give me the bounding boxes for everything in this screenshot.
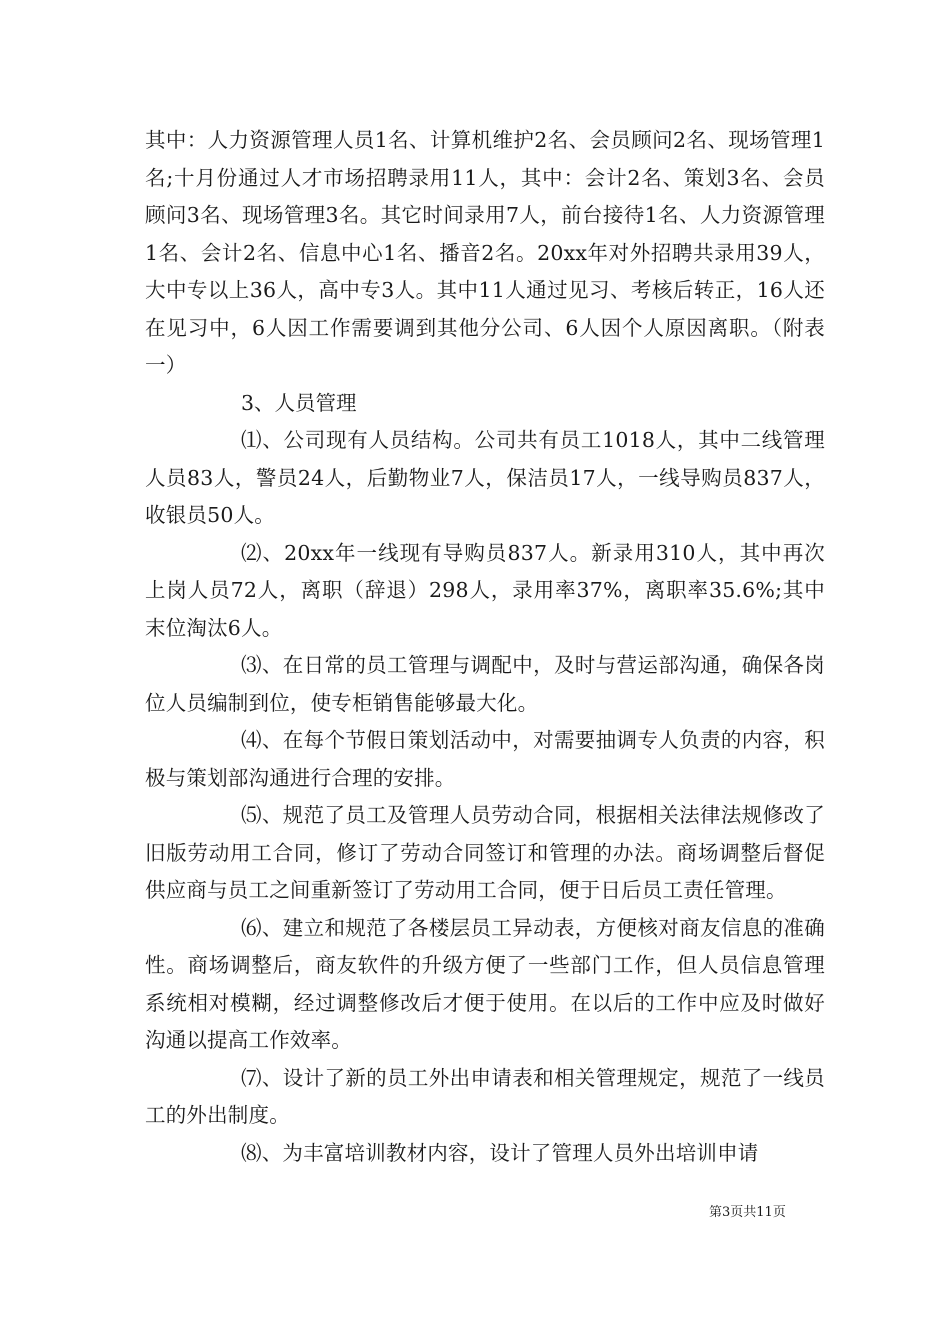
paragraph-outing-application: ⑺、设计了新的员工外出申请表和相关管理规定，规范了一线员工的外出制度。 <box>145 1065 825 1127</box>
document-body <box>145 122 825 1172</box>
paragraph-labor-contracts: ⑸、规范了员工及管理人员劳动合同，根据相关法律法规修改了旧版劳动用工合同，修订了劳动合同签订和管理的办法。商场调整后督促供应商与员工之间重新签订了劳动用工合同，便于日后员工责任管理。 <box>145 803 825 902</box>
paragraph-training-application: ⑻、为丰富培训教材内容，设计了管理人员外出培训申请 <box>241 1140 759 1165</box>
paragraph-holiday-planning: ⑷、在每个节假日策划活动中，对需要抽调专人负责的内容，积极与策划部沟通进行合理的安排。 <box>145 728 825 790</box>
page-number-footer: 第3页共11页 <box>709 1205 786 1220</box>
paragraph-recruitment-detail: 其中：人力资源管理人员1名、计算机维护2名、会员顾问2名、现场管理1名;十月份通过人才市场招聘录用11人，其中：会计2名、策划3名、会员顾问3名、现场管理3名。其它时间录用7人，前台接待1名、人力资源管理1名、会计2名、信息中心1名、播音2名。20xx年对外招聘共录用39人，大中专以上36人，高中专3人。其中11人通过见习、考核后转正，16人还在见习中，6人因工作需要调到其他分公司、6人因个人原因离职。（附表一） <box>145 128 825 377</box>
paragraph-staff-structure: ⑴、公司现有人员结构。公司共有员工1018人，其中二线管理人员83人，警员24人，后勤物业7人，保洁员17人，一线导购员837人，收银员50人。 <box>145 428 825 527</box>
paragraph-transfer-sheet: ⑹、建立和规范了各楼层员工异动表，方便核对商友信息的准确性。商场调整后，商友软件的升级方便了一些部门工作，但人员信息管理系统相对模糊，经过调整修改后才便于使用。在以后的工作中应及时做好沟通以提高工作效率。 <box>145 915 825 1052</box>
paragraph-frontline-staff: ⑵、20xx年一线现有导购员837人。新录用310人，其中再次上岗人员72人，离职（辞退）298人，录用率37%，离职率35.6%;其中末位淘汰6人。 <box>145 540 825 640</box>
section-heading-personnel-management: 3、人员管理 <box>241 390 357 415</box>
paragraph-daily-management: ⑶、在日常的员工管理与调配中，及时与营运部沟通，确保各岗位人员编制到位，使专柜销售能够最大化。 <box>145 653 825 715</box>
